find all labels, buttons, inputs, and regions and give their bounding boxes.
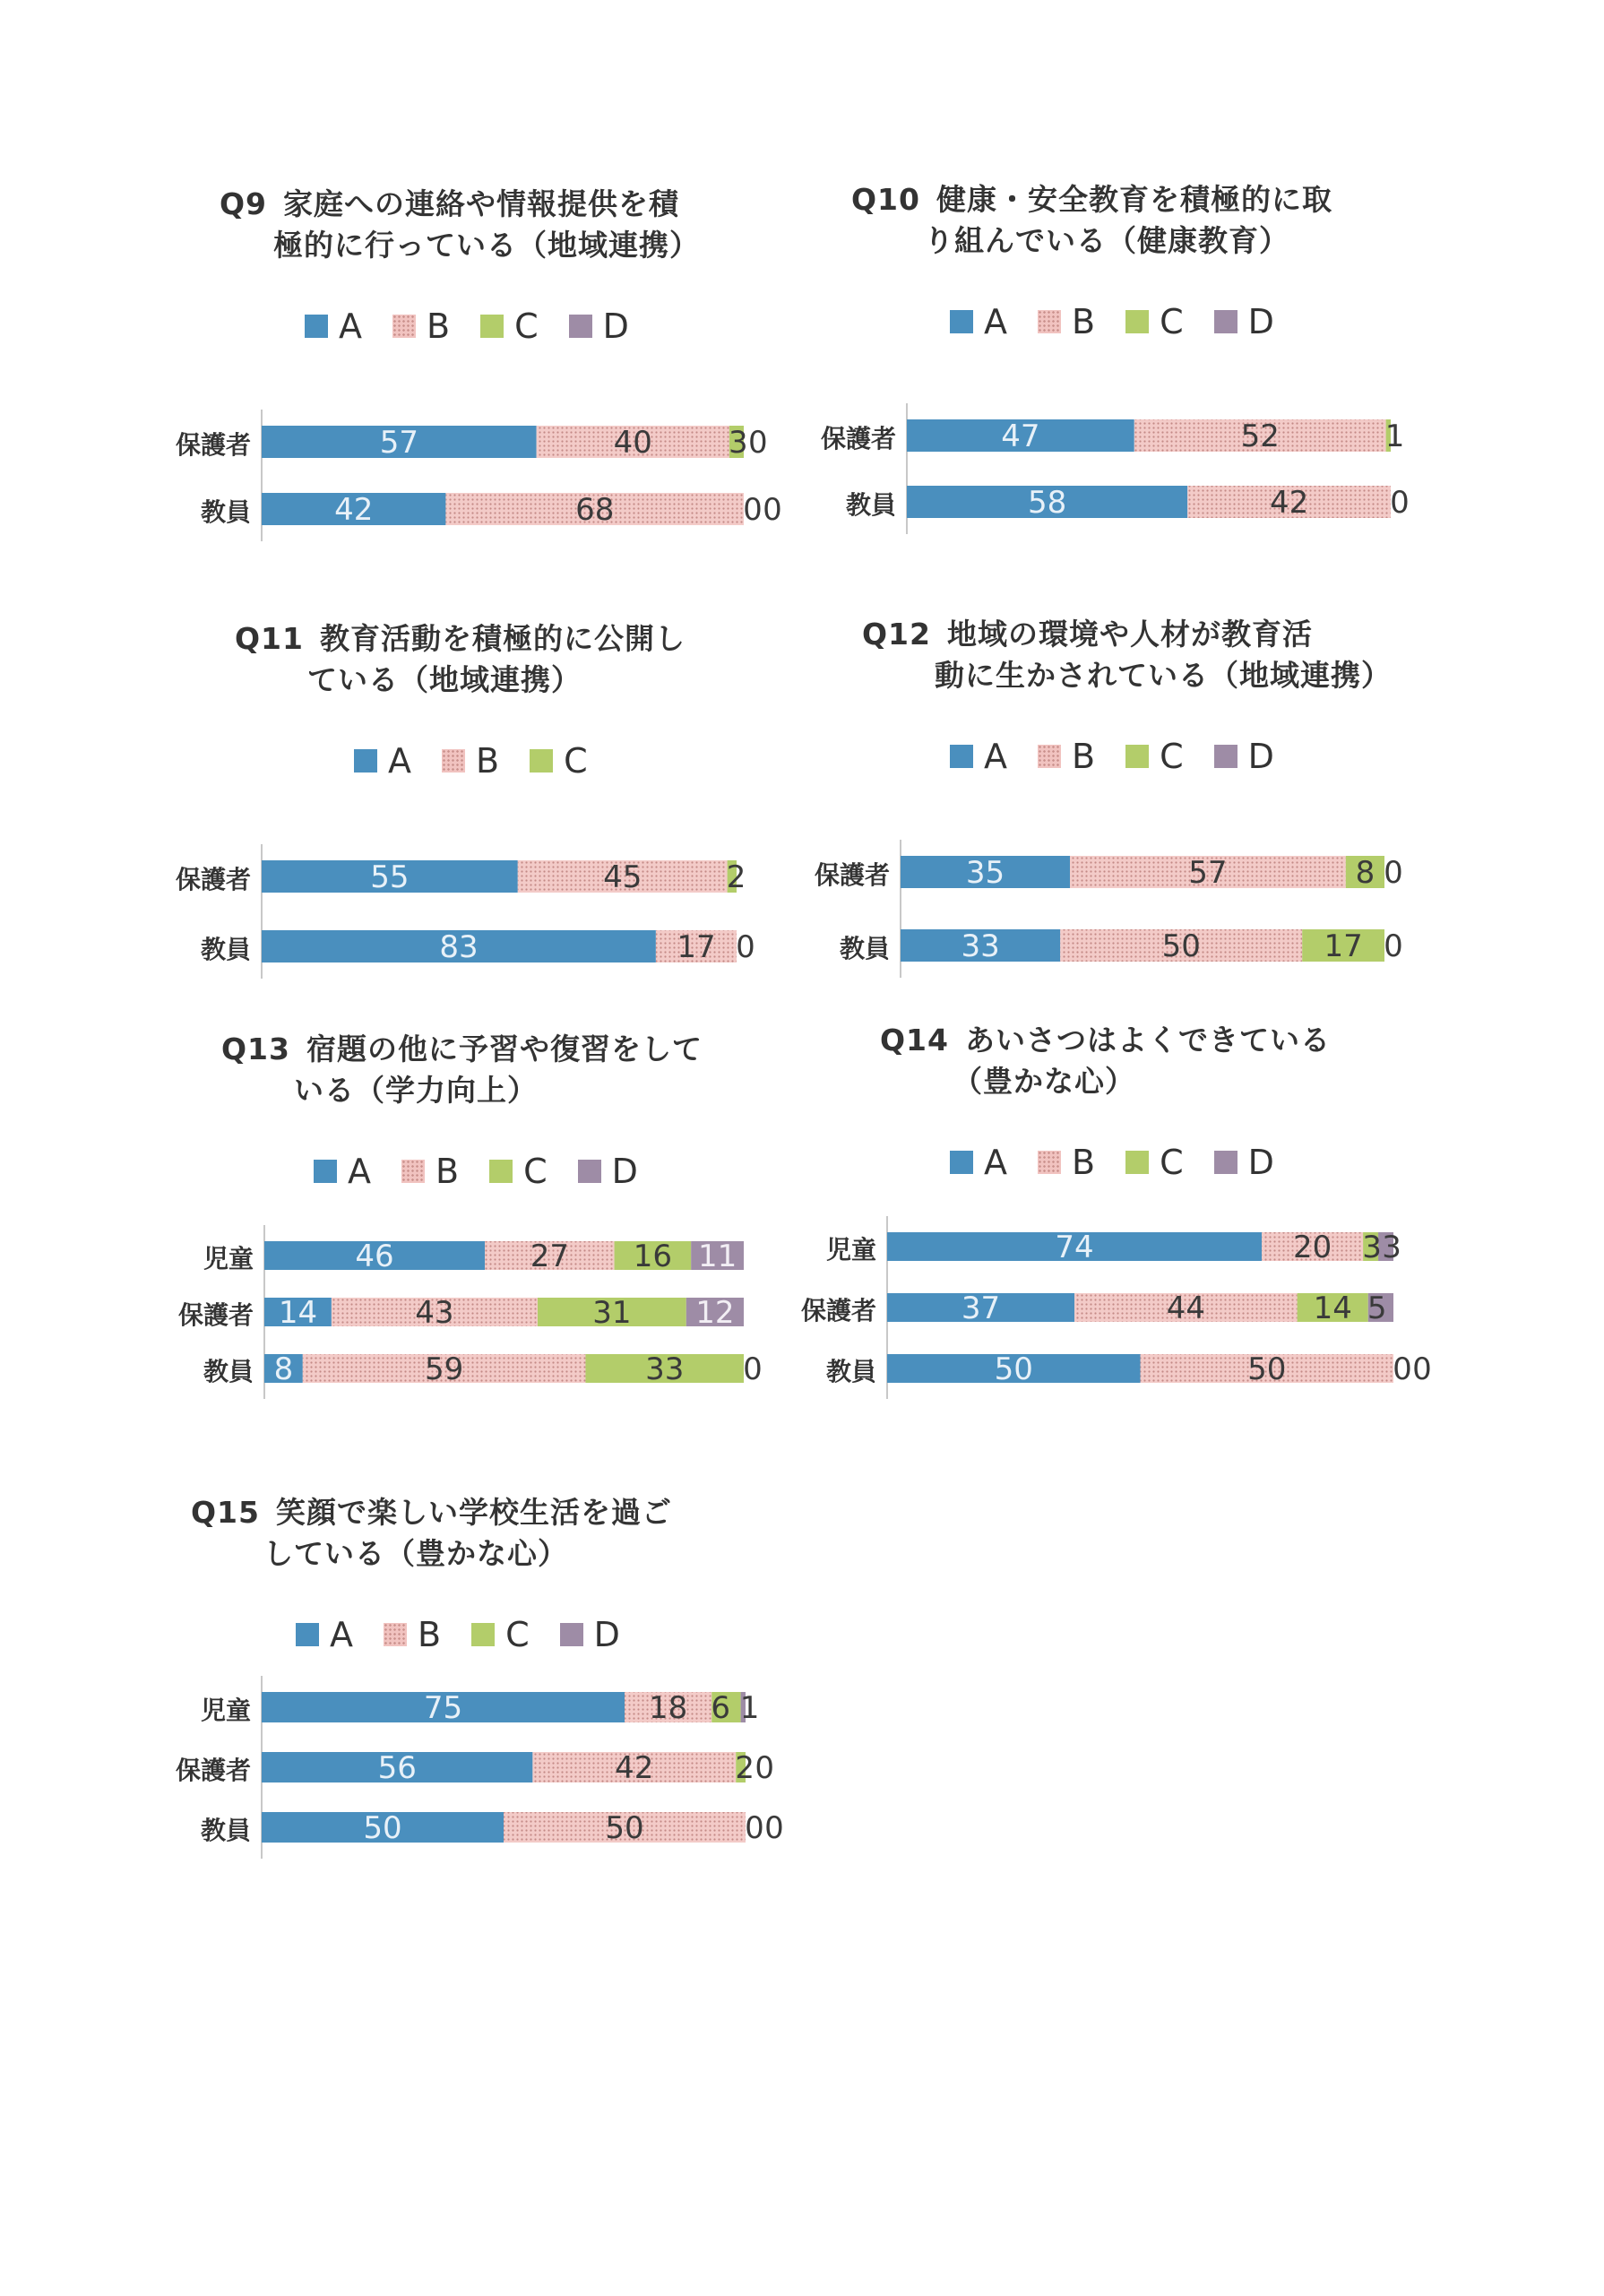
value-label: 0 — [1412, 1351, 1432, 1387]
value-label: 0 — [1393, 1351, 1412, 1387]
value-label: 56 — [377, 1750, 417, 1786]
value-label: 0 — [743, 1351, 763, 1387]
category-label: 保護者 — [175, 430, 251, 460]
value-label: 75 — [423, 1690, 463, 1726]
value-label: 44 — [1166, 1290, 1205, 1326]
value-label: 2 — [726, 859, 746, 895]
value-label: 37 — [961, 1290, 1001, 1326]
value-label: 42 — [334, 492, 374, 528]
category-label: 児童 — [825, 1235, 876, 1265]
value-label: 0 — [764, 1810, 784, 1846]
value-label: 50 — [994, 1351, 1033, 1387]
value-label: 50 — [363, 1810, 402, 1846]
value-label: 46 — [355, 1239, 394, 1274]
value-label: 1 — [1384, 419, 1405, 454]
value-label: 33 — [645, 1351, 685, 1387]
category-label: 保護者 — [820, 424, 896, 453]
value-label: 17 — [1324, 928, 1363, 964]
value-label: 11 — [697, 1239, 737, 1274]
legend-label: C — [564, 741, 588, 781]
title-text: あいさつはよくできている — [964, 1023, 1331, 1057]
category-label: 教員 — [200, 935, 251, 964]
title-text: 笑顔で楽しい学校生活を過ご — [275, 1495, 672, 1530]
legend-label: A — [348, 1152, 371, 1191]
value-label: 59 — [424, 1351, 464, 1387]
value-label: 40 — [613, 425, 652, 461]
question-number: Q9 — [220, 186, 268, 221]
value-label: 18 — [648, 1690, 688, 1726]
category-label: 児童 — [200, 1696, 251, 1725]
legend-label: C — [514, 306, 539, 346]
legend-label: A — [984, 1143, 1007, 1182]
value-label: 16 — [633, 1239, 672, 1274]
value-label: 5 — [1367, 1290, 1387, 1326]
question-number: Q12 — [862, 617, 931, 652]
value-label: 0 — [745, 1810, 764, 1846]
title-text: ている（地域連携） — [307, 662, 582, 697]
value-label: 0 — [755, 1750, 775, 1786]
value-label: 8 — [273, 1351, 294, 1387]
value-label: 57 — [1188, 855, 1228, 891]
value-label: 0 — [1384, 928, 1403, 964]
chart-q12 — [771, 614, 1488, 1026]
category-label: 児童 — [203, 1244, 254, 1273]
title-text: 極的に行っている（地域連携） — [273, 228, 700, 263]
value-label: 31 — [592, 1295, 632, 1331]
value-label: 52 — [1240, 419, 1280, 454]
title-text: 教育活動を積極的に公開し — [319, 621, 686, 656]
legend-label: A — [330, 1615, 353, 1654]
chart-q15 — [125, 1492, 842, 1904]
legend-label: B — [1072, 1143, 1096, 1182]
value-label: 14 — [1313, 1290, 1352, 1326]
value-label: 55 — [370, 859, 410, 895]
value-label: 50 — [1247, 1351, 1287, 1387]
value-label: 0 — [736, 929, 755, 965]
bars-svg — [771, 1020, 1488, 1432]
value-label: 68 — [575, 492, 615, 528]
value-label: 74 — [1055, 1230, 1094, 1265]
value-label: 14 — [278, 1295, 318, 1331]
value-label: 12 — [695, 1295, 735, 1331]
category-label: 教員 — [845, 490, 896, 520]
legend-label: D — [1247, 302, 1274, 341]
bars-svg — [125, 1492, 842, 1904]
legend-label: A — [339, 306, 362, 346]
title-text: いる（学力向上） — [294, 1073, 538, 1108]
title-text: 宿題の他に予習や復習をして — [306, 1031, 703, 1066]
value-label: 27 — [530, 1239, 569, 1274]
value-label: 42 — [615, 1750, 654, 1786]
category-label: 教員 — [200, 497, 251, 527]
category-label: 教員 — [825, 1357, 876, 1386]
value-label: 0 — [1384, 855, 1403, 891]
bars-svg — [771, 614, 1488, 1026]
value-label: 57 — [379, 425, 418, 461]
value-label: 3 — [729, 425, 748, 461]
value-label: 83 — [439, 929, 479, 965]
legend-label: D — [1247, 1143, 1274, 1182]
value-label: 0 — [743, 492, 763, 528]
question-number: Q10 — [851, 182, 920, 217]
question-number: Q13 — [221, 1031, 290, 1066]
bars-svg — [125, 1029, 842, 1441]
legend-label: B — [1072, 302, 1096, 341]
legend-label: B — [476, 741, 500, 781]
chart-q14 — [771, 1020, 1488, 1432]
legend-label: B — [427, 306, 451, 346]
legend-label: C — [1160, 737, 1184, 776]
title-text: している（豊かな心） — [263, 1536, 568, 1571]
question-number: Q11 — [235, 621, 304, 656]
chart-q10 — [771, 179, 1488, 591]
category-label: 保護者 — [814, 860, 890, 890]
category-label: 保護者 — [175, 865, 251, 894]
legend-label: A — [388, 741, 411, 781]
value-label: 20 — [1292, 1230, 1332, 1265]
value-label: 0 — [763, 492, 782, 528]
category-label: 教員 — [839, 934, 890, 963]
bars-svg — [125, 184, 842, 596]
value-label: 1 — [739, 1690, 760, 1726]
title-text: 健康・安全教育を積極的に取 — [936, 182, 1332, 217]
legend-label: D — [593, 1615, 620, 1654]
legend-label: C — [1160, 1143, 1184, 1182]
chart-q13 — [125, 1029, 842, 1441]
title-text: 家庭への連絡や情報提供を積 — [283, 186, 680, 221]
question-number: Q15 — [191, 1495, 260, 1530]
category-label: 教員 — [203, 1357, 254, 1386]
value-label: 6 — [711, 1690, 731, 1726]
value-label: 58 — [1027, 485, 1067, 521]
value-label: 8 — [1355, 855, 1375, 891]
legend-label: A — [984, 737, 1007, 776]
value-label: 3 — [1362, 1230, 1382, 1265]
category-label: 保護者 — [175, 1756, 251, 1785]
value-label: 0 — [1390, 485, 1410, 521]
category-label: 教員 — [200, 1816, 251, 1845]
legend-label: D — [1247, 737, 1274, 776]
title-text: （豊かな心） — [953, 1064, 1135, 1099]
value-label: 42 — [1269, 485, 1309, 521]
value-label: 3 — [1382, 1230, 1401, 1265]
legend-label: D — [602, 306, 629, 346]
title-text: 動に生かされている（地域連携） — [935, 658, 1392, 693]
title-text: り組んでいる（健康教育） — [924, 223, 1289, 258]
value-label: 33 — [961, 928, 1000, 964]
bars-svg — [125, 618, 842, 1031]
value-label: 43 — [415, 1295, 454, 1331]
bars-svg — [771, 179, 1488, 591]
legend-label: D — [611, 1152, 638, 1191]
legend-label: A — [984, 302, 1007, 341]
legend-label: B — [1072, 737, 1096, 776]
legend-label: C — [1160, 302, 1184, 341]
value-label: 50 — [605, 1810, 644, 1846]
legend-label: C — [505, 1615, 530, 1654]
legend-label: B — [435, 1152, 460, 1191]
value-label: 35 — [965, 855, 1005, 891]
value-label: 47 — [1001, 419, 1040, 454]
legend-label: B — [418, 1615, 442, 1654]
value-label: 17 — [677, 929, 716, 965]
value-label: 0 — [748, 425, 768, 461]
category-label: 保護者 — [177, 1300, 254, 1330]
value-label: 50 — [1161, 928, 1201, 964]
category-label: 保護者 — [800, 1296, 876, 1325]
title-text: 地域の環境や人材が教育活 — [946, 617, 1313, 652]
question-number: Q14 — [880, 1023, 949, 1057]
legend-label: C — [523, 1152, 548, 1191]
value-label: 45 — [603, 859, 642, 895]
value-label: 2 — [735, 1750, 755, 1786]
chart-q9 — [125, 184, 842, 596]
chart-q11 — [125, 618, 842, 1031]
